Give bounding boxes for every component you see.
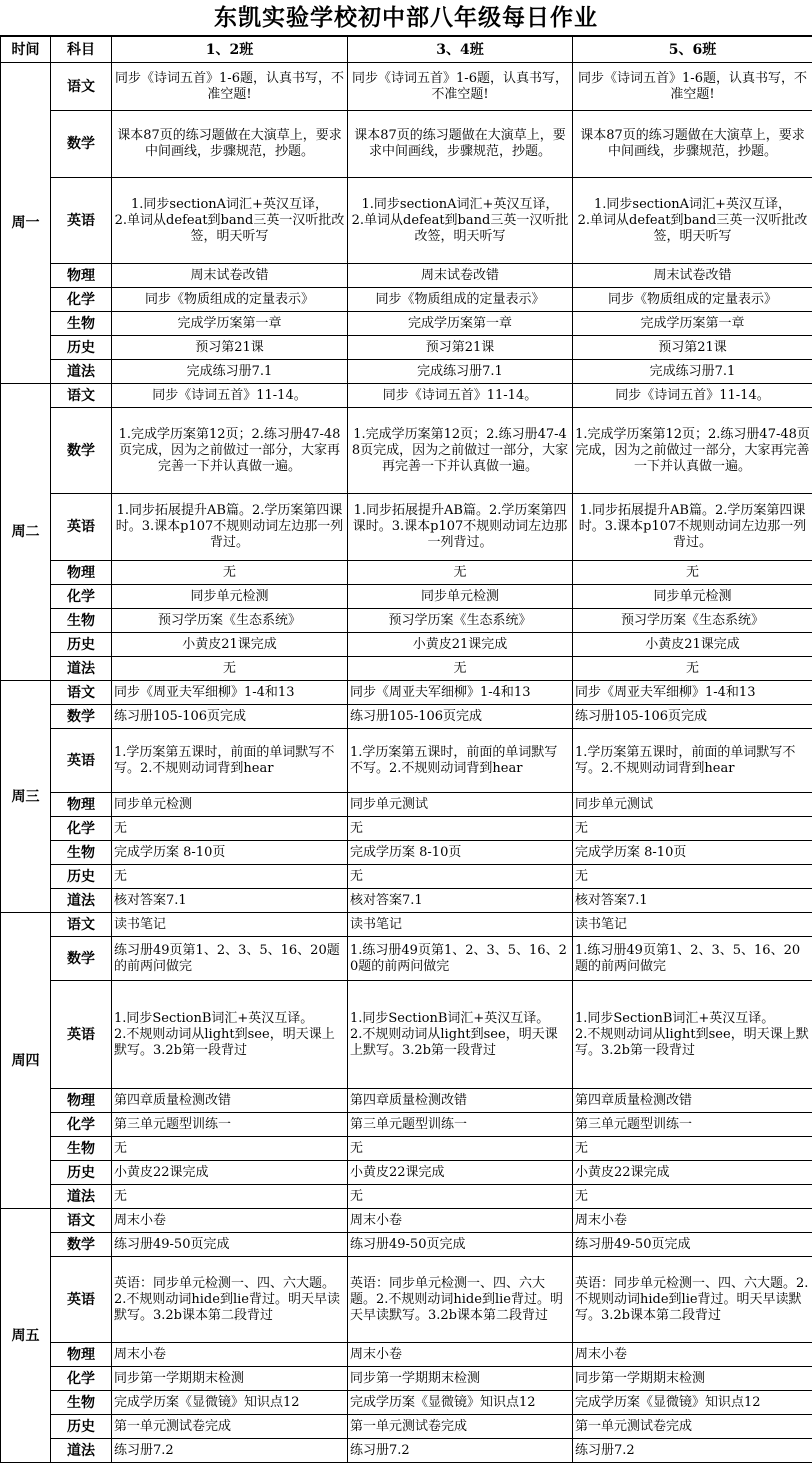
header-subject: 科目 bbox=[51, 37, 112, 63]
homework-body bbox=[1, 63, 812, 1463]
subject-label: 数学 bbox=[51, 937, 112, 981]
subject-label: 语文 bbox=[51, 1209, 112, 1233]
homework-cell: 练习册49-50页完成 bbox=[348, 1233, 573, 1257]
table-row bbox=[1, 889, 812, 913]
homework-cell: 无 bbox=[348, 1137, 573, 1161]
homework-cell: 无 bbox=[348, 865, 573, 889]
table-row bbox=[1, 1209, 812, 1233]
homework-cell: 完成学历案《显微镜》知识点12 bbox=[573, 1391, 812, 1415]
homework-cell: 课本87页的练习题做在大演草上，要求中间画线，步骤规范，抄题。 bbox=[112, 111, 348, 178]
homework-cell: 无 bbox=[573, 657, 812, 681]
homework-cell: 周末小卷 bbox=[112, 1209, 348, 1233]
homework-cell: 同步单元测试 bbox=[348, 793, 573, 817]
subject-label: 生物 bbox=[51, 312, 112, 336]
table-row bbox=[1, 633, 812, 657]
day-label: 周五 bbox=[1, 1209, 51, 1463]
homework-cell: 预习第21课 bbox=[348, 336, 573, 360]
homework-cell: 1.完成学历案第12页；2.练习册47-48页完成，因为之前做过一部分，大家再完善一下并认真做一遍。 bbox=[112, 408, 348, 494]
table-row bbox=[1, 111, 812, 178]
homework-cell: 同步《诗词五首》11-14。 bbox=[112, 384, 348, 408]
subject-label: 物理 bbox=[51, 1343, 112, 1367]
homework-cell: 练习册105-106页完成 bbox=[112, 705, 348, 729]
subject-label: 数学 bbox=[51, 705, 112, 729]
homework-cell: 周末试卷改错 bbox=[348, 264, 573, 288]
homework-cell: 同步《诗词五首》1-6题，认真书写，不准空题! bbox=[112, 63, 348, 111]
subject-label: 历史 bbox=[51, 1161, 112, 1185]
homework-cell: 第三单元题型训练一 bbox=[348, 1113, 573, 1137]
homework-cell: 1.同步sectionA词汇+英汉互译， 2.单词从defeat到band三英一汉听批改签，明天听写 bbox=[112, 178, 348, 264]
homework-cell: 1.同步拓展提升AB篇。2.学历案第四课时。3.课本p107不规则动词左边那一列背过。 bbox=[348, 494, 573, 561]
subject-label: 物理 bbox=[51, 1089, 112, 1113]
homework-cell: 周末小卷 bbox=[573, 1343, 812, 1367]
homework-cell: 读书笔记 bbox=[348, 913, 573, 937]
homework-cell: 无 bbox=[573, 865, 812, 889]
homework-cell: 小黄皮22课完成 bbox=[112, 1161, 348, 1185]
day-label: 周二 bbox=[1, 384, 51, 681]
homework-cell: 1.同步SectionB词汇+英汉互译。 2.不规则动词从light到see，明天课上默写。3.2b第一段背过 bbox=[573, 981, 812, 1089]
homework-cell: 无 bbox=[348, 817, 573, 841]
homework-cell: 无 bbox=[573, 561, 812, 585]
homework-cell: 周末小卷 bbox=[348, 1209, 573, 1233]
homework-cell: 练习册49-50页完成 bbox=[573, 1233, 812, 1257]
homework-cell: 完成练习册7.1 bbox=[348, 360, 573, 384]
homework-cell: 完成练习册7.1 bbox=[573, 360, 812, 384]
homework-cell: 同步第一学期期末检测 bbox=[348, 1367, 573, 1391]
table-row bbox=[1, 913, 812, 937]
homework-cell: 同步单元检测 bbox=[112, 585, 348, 609]
homework-cell: 1.完成学历案第12页；2.练习册47-48页完成，因为之前做过一部分，大家再完善一下并认真做一遍。 bbox=[348, 408, 573, 494]
homework-cell: 完成学历案《显微镜》知识点12 bbox=[348, 1391, 573, 1415]
table-row bbox=[1, 178, 812, 264]
subject-label: 语文 bbox=[51, 384, 112, 408]
homework-cell: 第一单元测试卷完成 bbox=[112, 1415, 348, 1439]
homework-cell: 第四章质量检测改错 bbox=[348, 1089, 573, 1113]
homework-cell: 课本87页的练习题做在大演草上，要求中间画线，步骤规范，抄题。 bbox=[573, 111, 812, 178]
day-label: 周一 bbox=[1, 63, 51, 384]
homework-cell: 完成学历案第一章 bbox=[573, 312, 812, 336]
subject-label: 化学 bbox=[51, 288, 112, 312]
homework-cell: 无 bbox=[348, 561, 573, 585]
homework-cell: 读书笔记 bbox=[573, 913, 812, 937]
header-class-1-2: 1、2班 bbox=[112, 37, 348, 63]
homework-cell: 同步《周亚夫军细柳》1-4和13 bbox=[348, 681, 573, 705]
subject-label: 道法 bbox=[51, 360, 112, 384]
homework-cell: 预习第21课 bbox=[112, 336, 348, 360]
homework-cell: 预习第21课 bbox=[573, 336, 812, 360]
homework-cell: 英语：同步单元检测一、四、六大题。2.不规则动词hide到lie背过。明天早读默写。3.2b课本第二段背过 bbox=[348, 1257, 573, 1343]
subject-label: 物理 bbox=[51, 793, 112, 817]
table-row bbox=[1, 1257, 812, 1343]
homework-cell: 完成学历案第一章 bbox=[348, 312, 573, 336]
homework-cell: 周末试卷改错 bbox=[112, 264, 348, 288]
subject-label: 英语 bbox=[51, 981, 112, 1089]
table-row bbox=[1, 561, 812, 585]
day-label: 周四 bbox=[1, 913, 51, 1209]
table-row bbox=[1, 729, 812, 793]
subject-label: 语文 bbox=[51, 913, 112, 937]
homework-cell: 无 bbox=[112, 1185, 348, 1209]
subject-label: 数学 bbox=[51, 1233, 112, 1257]
homework-cell: 同步《周亚夫军细柳》1-4和13 bbox=[573, 681, 812, 705]
homework-cell: 同步《诗词五首》11-14。 bbox=[348, 384, 573, 408]
subject-label: 生物 bbox=[51, 609, 112, 633]
day-label: 周三 bbox=[1, 681, 51, 913]
homework-cell: 小黄皮22课完成 bbox=[573, 1161, 812, 1185]
page-title: 东凯实验学校初中部八年级每日作业 bbox=[0, 0, 812, 36]
homework-cell: 第一单元测试卷完成 bbox=[573, 1415, 812, 1439]
homework-cell: 同步《物质组成的定量表示》 bbox=[348, 288, 573, 312]
homework-cell: 核对答案7.1 bbox=[573, 889, 812, 913]
homework-cell: 读书笔记 bbox=[112, 913, 348, 937]
subject-label: 历史 bbox=[51, 336, 112, 360]
homework-cell: 练习册49页第1、2、3、5、16、20题的前两问做完 bbox=[112, 937, 348, 981]
homework-cell: 同步《诗词五首》1-6题，认真书写，不准空题! bbox=[573, 63, 812, 111]
homework-cell: 1.同步SectionB词汇+英汉互译。 2.不规则动词从light到see，明天课上默写。3.2b第一段背过 bbox=[348, 981, 573, 1089]
subject-label: 数学 bbox=[51, 408, 112, 494]
homework-cell: 同步《物质组成的定量表示》 bbox=[573, 288, 812, 312]
homework-cell: 1.同步sectionA词汇+英汉互译， 2.单词从defeat到band三英一汉听批改签，明天听写 bbox=[348, 178, 573, 264]
subject-label: 物理 bbox=[51, 561, 112, 585]
homework-cell: 周末小卷 bbox=[573, 1209, 812, 1233]
table-row bbox=[1, 937, 812, 981]
homework-table bbox=[0, 36, 812, 1463]
subject-label: 英语 bbox=[51, 494, 112, 561]
table-row bbox=[1, 657, 812, 681]
table-row bbox=[1, 1233, 812, 1257]
homework-cell: 小黄皮21课完成 bbox=[348, 633, 573, 657]
table-row bbox=[1, 793, 812, 817]
homework-cell: 第一单元测试卷完成 bbox=[348, 1415, 573, 1439]
table-row bbox=[1, 1161, 812, 1185]
subject-label: 数学 bbox=[51, 111, 112, 178]
homework-cell: 1.同步SectionB词汇+英汉互译。 2.不规则动词从light到see，明天课上默写。3.2b第一段背过 bbox=[112, 981, 348, 1089]
homework-cell: 练习册7.2 bbox=[112, 1439, 348, 1463]
subject-label: 英语 bbox=[51, 1257, 112, 1343]
subject-label: 历史 bbox=[51, 633, 112, 657]
subject-label: 化学 bbox=[51, 585, 112, 609]
table-row bbox=[1, 1439, 812, 1463]
subject-label: 语文 bbox=[51, 681, 112, 705]
homework-cell: 完成练习册7.1 bbox=[112, 360, 348, 384]
table-row bbox=[1, 336, 812, 360]
homework-cell: 1.练习册49页第1、2、3、5、16、20题的前两问做完 bbox=[573, 937, 812, 981]
subject-label: 历史 bbox=[51, 865, 112, 889]
homework-cell: 英语：同步单元检测一、四、六大题。2.不规则动词hide到lie背过。明天早读默写。3.2b课本第二段背过 bbox=[573, 1257, 812, 1343]
subject-label: 化学 bbox=[51, 1367, 112, 1391]
homework-cell: 无 bbox=[112, 865, 348, 889]
homework-cell: 1.学历案第五课时，前面的单词默写不写。2.不规则动词背到hear bbox=[112, 729, 348, 793]
homework-cell: 练习册7.2 bbox=[573, 1439, 812, 1463]
homework-cell: 无 bbox=[573, 817, 812, 841]
homework-cell: 同步《诗词五首》1-6题，认真书写，不准空题! bbox=[348, 63, 573, 111]
homework-cell: 第四章质量检测改错 bbox=[112, 1089, 348, 1113]
table-row bbox=[1, 1185, 812, 1209]
homework-cell: 无 bbox=[112, 1137, 348, 1161]
homework-cell: 同步《周亚夫军细柳》1-4和13 bbox=[112, 681, 348, 705]
homework-cell: 小黄皮22课完成 bbox=[348, 1161, 573, 1185]
subject-label: 生物 bbox=[51, 1137, 112, 1161]
homework-cell: 练习册105-106页完成 bbox=[348, 705, 573, 729]
subject-label: 生物 bbox=[51, 1391, 112, 1415]
homework-cell: 1.学历案第五课时，前面的单词默写不写。2.不规则动词背到hear bbox=[348, 729, 573, 793]
homework-cell: 完成学历案第一章 bbox=[112, 312, 348, 336]
homework-cell: 1.同步拓展提升AB篇。2.学历案第四课时。3.课本p107不规则动词左边那一列背过。 bbox=[573, 494, 812, 561]
table-row bbox=[1, 609, 812, 633]
subject-label: 英语 bbox=[51, 729, 112, 793]
homework-cell: 小黄皮21课完成 bbox=[112, 633, 348, 657]
homework-cell: 同步《物质组成的定量表示》 bbox=[112, 288, 348, 312]
table-row bbox=[1, 1089, 812, 1113]
homework-cell: 完成学历案 8-10页 bbox=[573, 841, 812, 865]
homework-cell: 无 bbox=[348, 657, 573, 681]
homework-cell: 周末小卷 bbox=[348, 1343, 573, 1367]
homework-cell: 1.同步sectionA词汇+英汉互译， 2.单词从defeat到band三英一汉听批改签，明天听写 bbox=[573, 178, 812, 264]
homework-cell: 同步单元测试 bbox=[573, 793, 812, 817]
table-row bbox=[1, 841, 812, 865]
homework-cell: 无 bbox=[112, 657, 348, 681]
homework-cell: 同步单元检测 bbox=[348, 585, 573, 609]
table-row bbox=[1, 408, 812, 494]
table-row bbox=[1, 63, 812, 111]
subject-label: 历史 bbox=[51, 1415, 112, 1439]
homework-cell: 核对答案7.1 bbox=[348, 889, 573, 913]
homework-cell: 1.练习册49页第1、2、3、5、16、20题的前两问做完 bbox=[348, 937, 573, 981]
homework-cell: 无 bbox=[573, 1137, 812, 1161]
homework-cell: 1.同步拓展提升AB篇。2.学历案第四课时。3.课本p107不规则动词左边那一列背过。 bbox=[112, 494, 348, 561]
homework-cell: 同步《诗词五首》11-14。 bbox=[573, 384, 812, 408]
subject-label: 语文 bbox=[51, 63, 112, 111]
homework-cell: 第四章质量检测改错 bbox=[573, 1089, 812, 1113]
homework-cell: 无 bbox=[573, 1185, 812, 1209]
homework-cell: 完成学历案《显微镜》知识点12 bbox=[112, 1391, 348, 1415]
table-row bbox=[1, 585, 812, 609]
table-row bbox=[1, 360, 812, 384]
homework-cell: 练习册49-50页完成 bbox=[112, 1233, 348, 1257]
table-row bbox=[1, 1391, 812, 1415]
subject-label: 道法 bbox=[51, 889, 112, 913]
subject-label: 化学 bbox=[51, 817, 112, 841]
homework-cell: 1.学历案第五课时，前面的单词默写不写。2.不规则动词背到hear bbox=[573, 729, 812, 793]
subject-label: 道法 bbox=[51, 657, 112, 681]
homework-cell: 预习学历案《生态系统》 bbox=[112, 609, 348, 633]
homework-cell: 无 bbox=[112, 817, 348, 841]
table-row bbox=[1, 865, 812, 889]
homework-cell: 练习册7.2 bbox=[348, 1439, 573, 1463]
homework-cell: 1.完成学历案第12页；2.练习册47-48页完成，因为之前做过一部分，大家再完善一下并认真做一遍。 bbox=[573, 408, 812, 494]
header-row bbox=[1, 37, 812, 63]
homework-cell: 无 bbox=[112, 561, 348, 585]
homework-cell: 同步单元检测 bbox=[573, 585, 812, 609]
homework-cell: 核对答案7.1 bbox=[112, 889, 348, 913]
table-row bbox=[1, 312, 812, 336]
homework-cell: 同步单元检测 bbox=[112, 793, 348, 817]
subject-label: 英语 bbox=[51, 178, 112, 264]
homework-cell: 第三单元题型训练一 bbox=[112, 1113, 348, 1137]
homework-cell: 第三单元题型训练一 bbox=[573, 1113, 812, 1137]
homework-cell: 预习学历案《生态系统》 bbox=[348, 609, 573, 633]
table-row bbox=[1, 384, 812, 408]
homework-cell: 练习册105-106页完成 bbox=[573, 705, 812, 729]
table-row bbox=[1, 1113, 812, 1137]
homework-cell: 同步第一学期期末检测 bbox=[573, 1367, 812, 1391]
subject-label: 物理 bbox=[51, 264, 112, 288]
subject-label: 生物 bbox=[51, 841, 112, 865]
table-row bbox=[1, 1343, 812, 1367]
table-row bbox=[1, 1367, 812, 1391]
homework-cell: 周末试卷改错 bbox=[573, 264, 812, 288]
homework-cell: 小黄皮21课完成 bbox=[573, 633, 812, 657]
homework-cell: 课本87页的练习题做在大演草上，要求中间画线，步骤规范，抄题。 bbox=[348, 111, 573, 178]
header-class-5-6: 5、6班 bbox=[573, 37, 812, 63]
homework-cell: 同步第一学期期末检测 bbox=[112, 1367, 348, 1391]
table-row bbox=[1, 264, 812, 288]
subject-label: 化学 bbox=[51, 1113, 112, 1137]
table-row bbox=[1, 1137, 812, 1161]
homework-cell: 完成学历案 8-10页 bbox=[348, 841, 573, 865]
homework-cell: 预习学历案《生态系统》 bbox=[573, 609, 812, 633]
table-row bbox=[1, 494, 812, 561]
subject-label: 道法 bbox=[51, 1185, 112, 1209]
table-row bbox=[1, 681, 812, 705]
table-row bbox=[1, 288, 812, 312]
homework-cell: 周末小卷 bbox=[112, 1343, 348, 1367]
header-class-3-4: 3、4班 bbox=[348, 37, 573, 63]
table-row bbox=[1, 817, 812, 841]
homework-cell: 英语：同步单元检测一、四、六大题。2.不规则动词hide到lie背过。明天早读默写。3.2b课本第二段背过 bbox=[112, 1257, 348, 1343]
homework-cell: 无 bbox=[348, 1185, 573, 1209]
homework-cell: 完成学历案 8-10页 bbox=[112, 841, 348, 865]
table-row bbox=[1, 1415, 812, 1439]
table-row bbox=[1, 705, 812, 729]
header-time: 时间 bbox=[1, 37, 51, 63]
subject-label: 道法 bbox=[51, 1439, 112, 1463]
table-row bbox=[1, 981, 812, 1089]
